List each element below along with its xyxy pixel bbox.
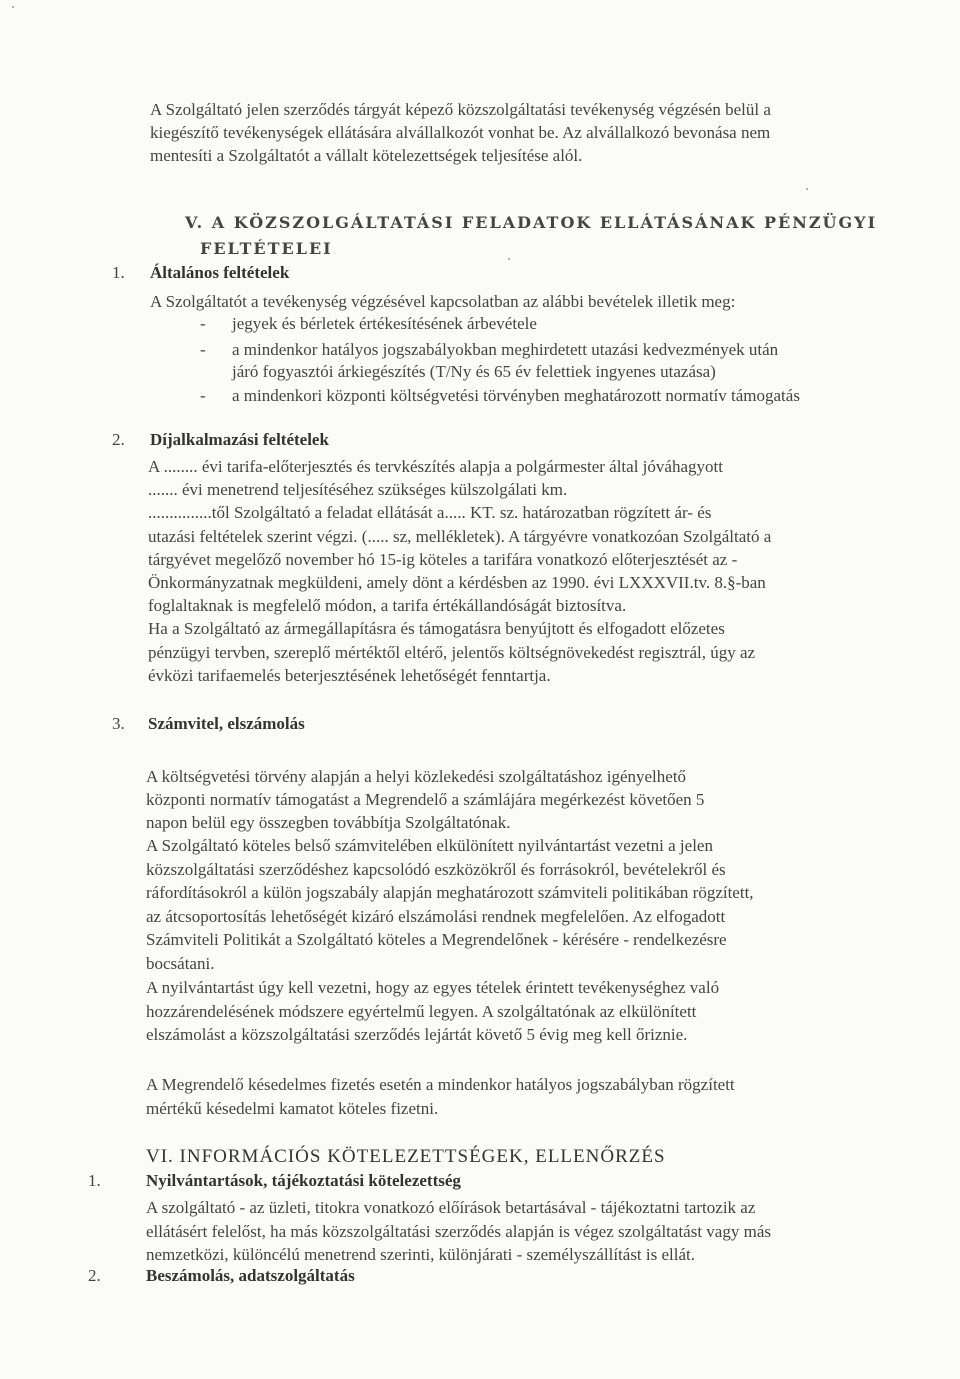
chapter-v-title-cont: FELTÉTELEI bbox=[200, 239, 333, 258]
text-line: központi normatív támogatást a Megrendelő a számlájára megérkezést követően 5 bbox=[146, 790, 705, 809]
text-line: hozzárendelésének módszere egyértelmű legyen. A szolgáltatónak az elkülönített bbox=[146, 1001, 697, 1021]
intro-line: mentesíti a Szolgáltatót a vállalt kötelezettségek teljesítése alól. bbox=[150, 146, 583, 165]
text-line: mértékű késedelmi kamatot köteles fizetni. bbox=[146, 1099, 439, 1118]
intro-line: kiegészítő tevékenységek ellátására alvállalkozót vonhat be. Az alvállalkozó bevonása nem bbox=[150, 123, 771, 142]
section-1-lead: A Szolgáltatót a tevékenység végzésével kapcsolatban az alábbi bevételek illetik meg: bbox=[150, 292, 736, 311]
text-line: ....... évi menetrend teljesítéséhez szükséges külszolgálati km. bbox=[148, 480, 568, 500]
text-line: A Megrendelő késedelmes fizetés esetén a mindenkor hatályos jogszabályban rögzített bbox=[146, 1075, 735, 1094]
text-line: utazási feltételek szerint végzi. (..... sz, mellékletek). A tárgyévre vonatkozóan Szolgáltató a bbox=[148, 526, 772, 546]
text-line: foglaltaknak is megfelelő módon, a tarifa értékállandóságát biztosítva. bbox=[148, 596, 627, 616]
section-3-paragraph-1 bbox=[146, 765, 878, 834]
scan-speck bbox=[508, 258, 510, 260]
section-title-reporting: Beszámolás, adatszolgáltatás bbox=[146, 1266, 355, 1285]
section-3-paragraph-3 bbox=[146, 976, 878, 1047]
section-title-general-conditions: Általános feltételek bbox=[150, 263, 290, 282]
text-line: ellátásért felelőst, ha más közszolgáltatási szerződés alapján is végez szolgáltatást vagy más bbox=[146, 1221, 771, 1241]
section-number: 2. bbox=[112, 430, 125, 449]
text-line: Önkormányzatnak megküldeni, amely dönt a kérdésben az 1990. évi LXXXVII.tv. 8.§-ban bbox=[148, 573, 766, 593]
text-line: nemzetközi, különcélú menetrend szerinti, különjárati - személyszállítást is ellát. bbox=[146, 1245, 696, 1264]
section-title-tariff-conditions: Díjalkalmazási feltételek bbox=[150, 430, 329, 449]
text-line: bocsátani. bbox=[146, 953, 215, 973]
text-line: ráfordításokról a külön jogszabály alapján meghatározott számviteli politikában rögzített, bbox=[146, 883, 754, 902]
text-line: évközi tarifaemelés beterjesztésének lehetőségét fenntartja. bbox=[148, 665, 551, 685]
text-line: pénzügyi tervben, szereplő mértéktől eltérő, jelentős költségnövekedést regisztrál, úgy az bbox=[148, 642, 756, 662]
text-line: közszolgáltatási szerződéshez kapcsolódó eszközökről és forrásokról, bevételekről és bbox=[146, 859, 726, 879]
scan-speck bbox=[806, 188, 808, 190]
section-title-records: Nyilvántartások, tájékoztatási kötelezettség bbox=[146, 1171, 461, 1190]
scan-speck bbox=[12, 6, 14, 8]
text-line: Ha a Szolgáltató az ármegállapításra és támogatásra benyújtott és elfogadott előzetes bbox=[148, 619, 725, 639]
section-number: 1. bbox=[112, 263, 125, 282]
section-3-paragraph-2 bbox=[146, 834, 878, 975]
section-title-accounting: Számvitel, elszámolás bbox=[148, 714, 305, 733]
text-line: A költségvetési törvény alapján a helyi közlekedési szolgáltatáshoz igényelhető bbox=[146, 767, 687, 786]
section-number: 2. bbox=[88, 1266, 101, 1285]
section-number: 3. bbox=[112, 714, 125, 733]
section-3-paragraph-4 bbox=[146, 1073, 878, 1121]
text-line: Számviteli Politikát a Szolgáltató köteles a Megrendelőnek - kérésére - rendelkezésre bbox=[146, 930, 727, 949]
text-line: ...............től Szolgáltató a feladat ellátását a..... KT. sz. határozatban rögzített ár- és bbox=[148, 503, 712, 523]
section-number: 1. bbox=[88, 1171, 101, 1190]
text-line: az átcsoportosítás lehetőségét kizáró elszámolási rendnek megfelelően. Az elfogadott bbox=[146, 906, 726, 926]
text-line: A Szolgáltató köteles belső számvitelében elkülönített nyilvántartást vezetni a jelen bbox=[146, 836, 713, 855]
section-vi-1-body bbox=[146, 1196, 878, 1267]
text-line: A nyilvántartást úgy kell vezetni, hogy az egyes tételek érintett tevékenységhez való bbox=[146, 978, 720, 997]
text-line: A szolgáltató - az üzleti, titokra vonatkozó előírások betartásával - tájékoztatni tartozik az bbox=[146, 1198, 756, 1217]
text-line: elszámolást a közszolgáltatási szerződés lejártát követő 5 évig meg kell őriznie. bbox=[146, 1025, 688, 1044]
chapter-v-title: V. A KÖZSZOLGÁLTATÁSI FELADATOK ELLÁTÁSÁNAK PÉNZÜGYI bbox=[185, 213, 878, 232]
text-line: A ........ évi tarifa-előterjesztés és tervkészítés alapja a polgármester által jóváhagyott bbox=[148, 457, 723, 476]
intro-line: A Szolgáltató jelen szerződés tárgyát képező közszolgáltatási tevékenység végzésén belül a bbox=[150, 100, 771, 119]
chapter-vi-title: VI. INFORMÁCIÓS KÖTELEZETTSÉGEK, ELLENŐRZÉS bbox=[146, 1146, 666, 1167]
document-page: A Szolgáltató jelen szerződés tárgyát képező közszolgáltatási tevékenység végzésén belül a kiegészítő tevékenységek ellátására alvállalkozót vonhat be. Az alvállalkozó bevonása nem mentesíti a Szolgáltatót a vállalt kötelezettségek teljesítése alól. V. A KÖZSZOLGÁLTATÁSI FELADATOK ELLÁTÁSÁNAK PÉNZÜGYI FELTÉTELEI 1. Általános feltételek A Szolgáltatót a tevékenység végzésével kapcsolatban az alábbi bevételek illetik meg: - jegyek és bérletek értékesítésének árbevétele - a mindenkor hatályos jogszabályokban meghirdetett utazási kedvezmények után járó fogyasztói árkiegészítés (T/Ny és 65 év felettiek ingyenes utazása) - a mindenkori központi költségvetési törvényben meghatározott normatív támogatás 2. Díjalkalmazási feltételek A ........ évi tarifa-előterjesztés és tervkészítés alapja a polgármester által jóváhagyott ....... évi menetrend teljesítéséhez szükséges külszolgálati km. ...............től Szolgáltató a feladat ellátását a..... KT. sz. határozatban rögzített ár- és utazási feltételek szerint végzi. (..... sz, mellékletek). A tárgyévre vonatkozóan Szolgáltató a tárgyévet megelőző november hó 15-ig köteles a tarifára vonatkozó előterjesztését az - Önkormányzatnak megküldeni, amely dönt a kérdésben az 1990. évi LXXXVII.tv. 8.§-ban foglaltaknak is megfelelő módon, a tarifa értékállandóságát biztosítva. Ha a Szolgáltató az ármegállapításra és támogatásra benyújtott és elfogadott előzetes pénzügyi tervben, szereplő mértéktől eltérő, jelentős költségnövekedést regisztrál, úgy az évközi tarifaemelés beterjesztésének lehetőségét fenntartja. 3. Számvitel, elszámolás A költségvetési törvény alapján a helyi közlekedési szolgáltatáshoz igényelhető központi normatív támogatást a Megrendelő a számlájára megérkezést követően 5 napon belül egy összegben továbbítja Szolgáltatónak. A Szolgáltató köteles belső számvitelében elkülönített nyilvántartást vezetni a jelen közszolgáltatási szerződéshez kapcsolódó eszközökről és forrásokról, bevételekről és ráfordításokról a külön jogszabály alapján meghatározott számviteli politikában rögzített, az átcsoportosítás lehetőségét kizáró elszámolási rendnek megfelelően. Az elfogadott Számviteli Politikát a Szolgáltató köteles a Megrendelőnek - kérésére - rendelkezésre bocsátani. A nyilvántartást úgy kell vezetni, hogy az egyes tételek érintett tevékenységhez való hozzárendelésének módszere egyértelmű legyen. A szolgáltatónak az elkülönített elszámolást a közszolgáltatási szerződés lejártát követő 5 évig meg kell őriznie. A Megrendelő késedelmes fizetés esetén a mindenkor hatályos jogszabályban rögzített mértékű késedelmi kamatot köteles fizetni. VI. INFORMÁCIÓS KÖTELEZETTSÉGEK, ELLENŐRZÉS 1. Nyilvántartások, tájékoztatási kötelezettség A szolgáltató - az üzleti, titokra vonatkozó előírások betartásával - tájékoztatni tartozik az ellátásért felelőst, ha más közszolgáltatási szerződés alapján is végez szolgáltatást vagy más nemzetközi, különcélú menetrend szerinti, különjárati - személyszállítást is ellát. 2. Beszámolás, adatszolgáltatás bbox=[0, 0, 960, 1379]
text-line: tárgyévet megelőző november hó 15-ig köteles a tarifára vonatkozó előterjesztését az - bbox=[148, 549, 738, 569]
intro-paragraph bbox=[150, 98, 878, 167]
text-line: napon belül egy összegben továbbítja Szolgáltatónak. bbox=[146, 813, 511, 832]
section-2-body bbox=[148, 455, 878, 687]
